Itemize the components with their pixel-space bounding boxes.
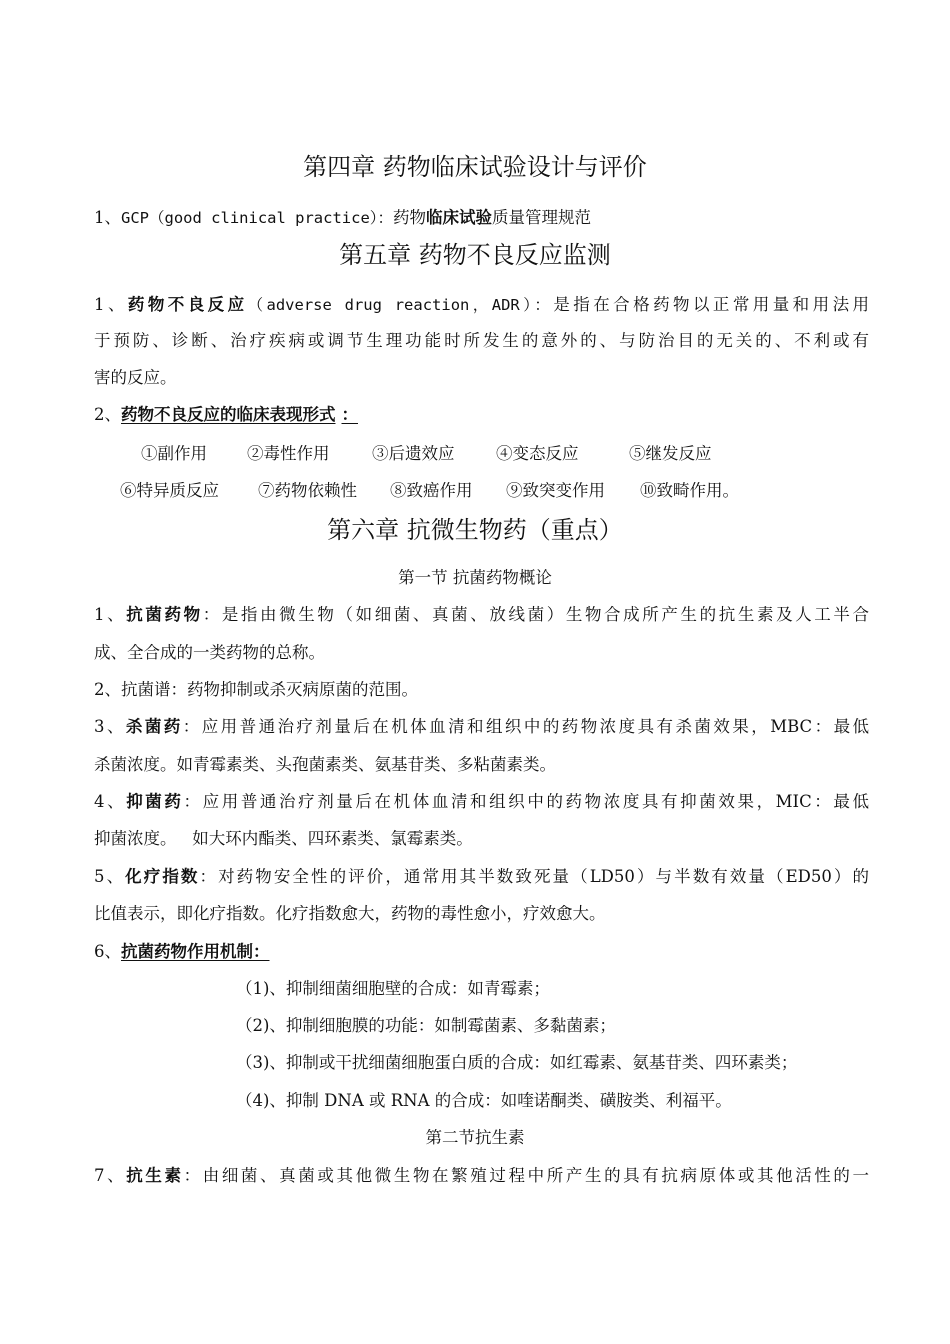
p5-term: 化疗指数 [125,867,200,886]
mechanism-item: （4)、抑制 DNA 或 RNA 的合成：如喹诺酮类、磺胺类、利福平。 [236,1091,732,1110]
chapter-6-title: 第六章 抗微生物药（重点） [327,516,623,544]
gcp-term: GCP（good clinical practice）： [121,209,394,227]
p1-text: 是指由微生物（如细菌、真菌、放线菌）生物合成所产生的抗生素及人工半合 [221,605,870,624]
adr-form-item: ⑩致畸作用。 [640,481,739,500]
p6-heading [94,941,869,963]
adr-form-item: ②毒性作用 [247,444,330,463]
adr-form-item: ⑦药物依赖性 [258,481,357,500]
adr-forms-number: 2、 [94,405,121,424]
p5-line-2: 比值表示，即化疗指数。化疗指数愈大，药物的毒性愈小，疗效愈大。 [94,904,606,923]
p4-text: 应用普通治疗剂量后在机体血清和组织中的药物浓度具有抑菌效果，MIC：最低 [202,792,870,811]
p1-colon: ： [202,605,222,624]
adr-form-item: ⑧致癌作用 [390,481,473,500]
p3-colon: ： [182,717,202,736]
adr-english: （adverse drug reaction，ADR）： [247,296,554,314]
gcp-text-a: 药物 [393,208,427,227]
p7-text: 由细菌、真菌或其他微生物在繁殖过程中所产生的具有抗病原体或其他活性的一 [202,1166,870,1185]
p1-term: 抗菌药物 [126,605,203,624]
adr-form-item: ⑥特异质反应 [120,481,219,500]
adr-forms-row-1 [0,443,950,465]
p4-line-1 [94,791,869,813]
adr-form-item: ⑤继发反应 [629,444,712,463]
p5-line-1 [94,866,869,888]
adr-forms-row-2 [0,480,950,502]
p4-line-2: 抑菌浓度。 如大环内酯类、四环素类、氯霉素类。 [94,829,473,848]
p1-line-1 [94,604,869,626]
p3-line-2: 杀菌浓度。如青霉素类、头孢菌素类、氨基苷类、多粘菌素类。 [94,755,556,774]
adr-forms-term: 药物不良反应的临床表现形式 [121,405,336,424]
p5-colon: ： [199,867,219,886]
gcp-number: 1、 [94,208,121,227]
adr-line-2: 于预防、诊断、治疗疾病或调节生理功能时所发生的意外的、与防治目的无关的、不利或有 [94,331,869,350]
chapter-4-title: 第四章 药物临床试验设计与评价 [303,153,647,181]
p6-number: 6、 [94,942,121,961]
p6-term: 抗菌药物作用机制： [121,942,270,961]
p3-term: 杀菌药 [125,717,183,736]
adr-form-item: ④变态反应 [496,444,579,463]
chapter-5-title: 第五章 药物不良反应监测 [339,241,611,269]
gcp-text-c: 质量管理规范 [492,208,592,227]
p4-term: 抑菌药 [126,792,184,811]
adr-form-item: ①副作用 [141,444,207,463]
p1-line-2: 成、全合成的一类药物的总称。 [94,643,325,662]
section-2-title: 第二节抗生素 [425,1128,525,1147]
p7-number: 7、 [94,1166,127,1185]
p3-text: 应用普通治疗剂量后在机体血清和组织中的药物浓度具有杀菌效果，MBC：最低 [201,717,870,736]
p5-text: 对药物安全性的评价，通常用其半数致死量（LD50）与半数有效量（ED50）的 [218,867,870,886]
adr-form-item: ⑨致突变作用 [506,481,605,500]
adr-line-1 [94,294,869,316]
gcp-line [94,207,869,229]
p3-line-1 [94,716,869,738]
gcp-text-bold: 临床试验 [426,208,493,227]
p5-number: 5、 [94,867,126,886]
p3-number: 3、 [94,717,126,736]
p7-line-1 [94,1165,869,1187]
p2-line: 2、抗菌谱：药物抑制或杀灭病原菌的范围。 [94,680,418,699]
mechanism-item: （3)、抑制或干扰细菌细胞蛋白质的合成：如红霉素、氨基苷类、四环素类； [236,1053,798,1072]
adr-number: 1、 [94,295,128,314]
p7-colon: ： [183,1166,203,1185]
adr-forms-colon: ： [341,405,358,424]
p4-colon: ： [183,792,203,811]
adr-form-item: ③后遗效应 [372,444,455,463]
section-1-title: 第一节 抗菌药物概论 [398,568,552,587]
p1-number: 1、 [94,605,127,624]
p7-term: 抗生素 [126,1166,184,1185]
adr-term: 药物不良反应 [127,295,248,314]
adr-line-3: 害的反应。 [94,368,177,387]
p4-number: 4、 [94,792,127,811]
adr-forms-heading [94,404,869,426]
mechanism-item: （1)、抑制细菌细胞壁的合成：如青霉素； [236,979,550,998]
mechanism-item: （2)、抑制细胞膜的功能：如制霉菌素、多黏菌素； [236,1016,616,1035]
adr-definition-start: 是指在合格药物以正常用量和用法用 [553,295,870,314]
